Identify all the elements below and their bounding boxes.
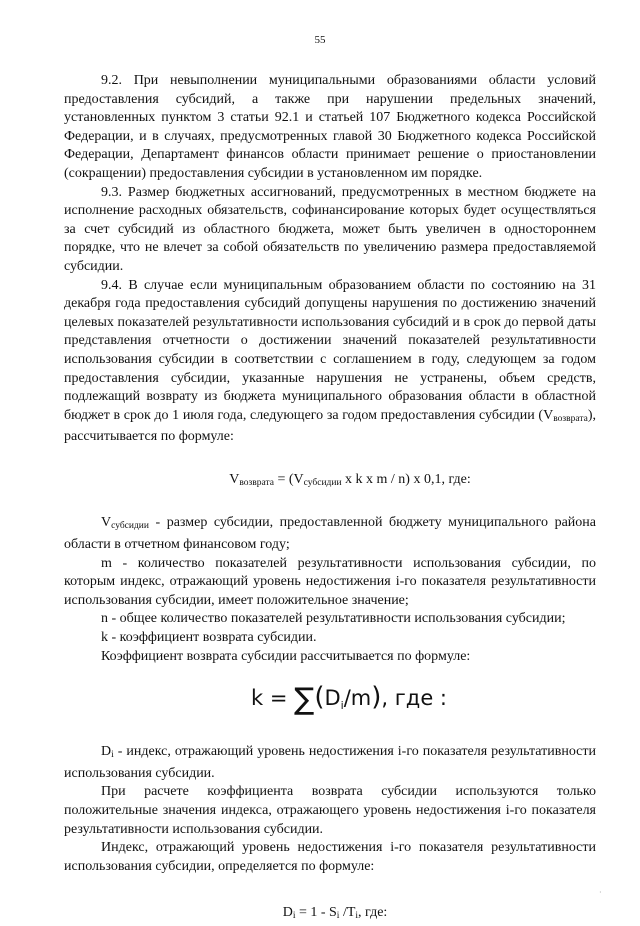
formula3-slash: /T (339, 905, 356, 921)
def-d-text: - индекс, отражающий уровень недостижения i-го показателя результативности использования субсидии. (64, 744, 596, 781)
formula2-tail: , где : (381, 686, 447, 711)
calculation-note: При расчете коэффициента возврата субсидии используются только положительные значения индекса, отражающего уровень недостижения i-го показателя результативности использования субсидии. (64, 784, 596, 837)
definition-k: k - коэффициент возврата субсидии. (101, 630, 317, 646)
definition-d (64, 743, 596, 783)
formula1-tail: x k x m / n) x 0,1, где: (341, 471, 471, 487)
formula2-d-sub: i (340, 699, 344, 713)
formula1-v-sub: возврата (239, 477, 274, 488)
paragraph-9-4 (64, 277, 596, 447)
formula1-mid: = (V (274, 471, 304, 487)
formula3-tail: , где: (358, 905, 388, 921)
def-v-text: - размер субсидии, предоставленной бюджету муниципального района области в отчетном финансовом году; (64, 515, 596, 553)
paragraph-9-4-tail: ), рассчитывается по формуле: (64, 407, 596, 445)
formula1-v2-sub: субсидии (303, 477, 342, 488)
formula3-mid: = 1 - S (295, 905, 337, 921)
definition-v (64, 514, 596, 554)
formula3-t-sub: i (355, 911, 359, 922)
def-d-symbol: D (101, 744, 112, 760)
formula-index (64, 904, 596, 926)
formula2-lhs: k = (251, 686, 295, 711)
formula3-d: D (282, 905, 293, 921)
document-body (64, 72, 596, 926)
subscript-vozvrata: возврата (553, 413, 588, 424)
paragraph-9-2: 9.2. При невыполнении муниципальными образованиями области условий предоставления субсидий, а также при нарушении предельных значений, установленных пунктом 3 статьи 92.1 и статьей 107 Бюджетного кодекса Российской Федерации, и в случаях, предусмотренных главой 30 Бюджетного кодекса Российской Федерации, Департамент финансов области принимает решение о приостановлении (сокращении) предоставления субсидии в установленном им порядке. (64, 73, 596, 181)
footer-mark: · (599, 888, 602, 897)
sum-symbol: ∑ (294, 682, 315, 718)
coefficient-intro: Коэффициент возврата субсидии рассчитывается по формуле: (101, 648, 471, 664)
paragraph-9-3: 9.3. Размер бюджетных ассигнований, предусмотренных в местном бюджете на исполнение расходных обязательств, софинансирование которых будет осуществляться за счет субсидий из областного бюджета, может быть увеличен в одностороннем порядке, что не влечет за собой обязательств по увеличению размера предоставляемой субсидии. (64, 184, 596, 274)
formula3-s-sub: i (336, 911, 340, 922)
formula3-d-sub: i (292, 911, 296, 922)
formula-refund-volume (64, 471, 596, 493)
index-intro: Индекс, отражающий уровень недостижения i-го показателя результативности использования субсидии, определяется по формуле: (64, 840, 596, 874)
formula2-rest: /m (343, 686, 372, 711)
def-v-sub: субсидии (111, 521, 149, 532)
formula-coefficient (64, 682, 596, 721)
definition-n: n - общее количество показателей результативности использования субсидии; (101, 611, 566, 627)
definition-m: m - количество показателей результативности использования субсидии, по которым индекс, отражающий уровень недостижения i-го показателя результативности использования субсидии, имеет положительное значение; (64, 555, 596, 608)
paragraph-9-4-text: 9.4. В случае если муниципальным образованием области по состоянию на 31 декабря года предоставления субсидий допущены нарушения по достижению значений целевых показателей результативности использования субсидий и в срок до первой даты представления отчетности о достижении значений показателей результативности использования субсидии в соответствии с соглашением в году, следующем за годом предоставления субсидии, указанные нарушения не устранены, объем средств, подлежащий возврату из бюджета муниципального образования области в областной бюджет в срок до 1 июля года, следующего за годом предоставления субсидии (V (64, 277, 596, 423)
def-d-sub: i (111, 750, 114, 761)
page-number: 55 (314, 34, 326, 46)
def-v-symbol: V (101, 515, 112, 531)
formula2-d: D (324, 686, 341, 711)
formula1-v: V (229, 471, 240, 487)
formula2-open: ( (314, 682, 325, 713)
formula2-close: ) (371, 682, 382, 713)
